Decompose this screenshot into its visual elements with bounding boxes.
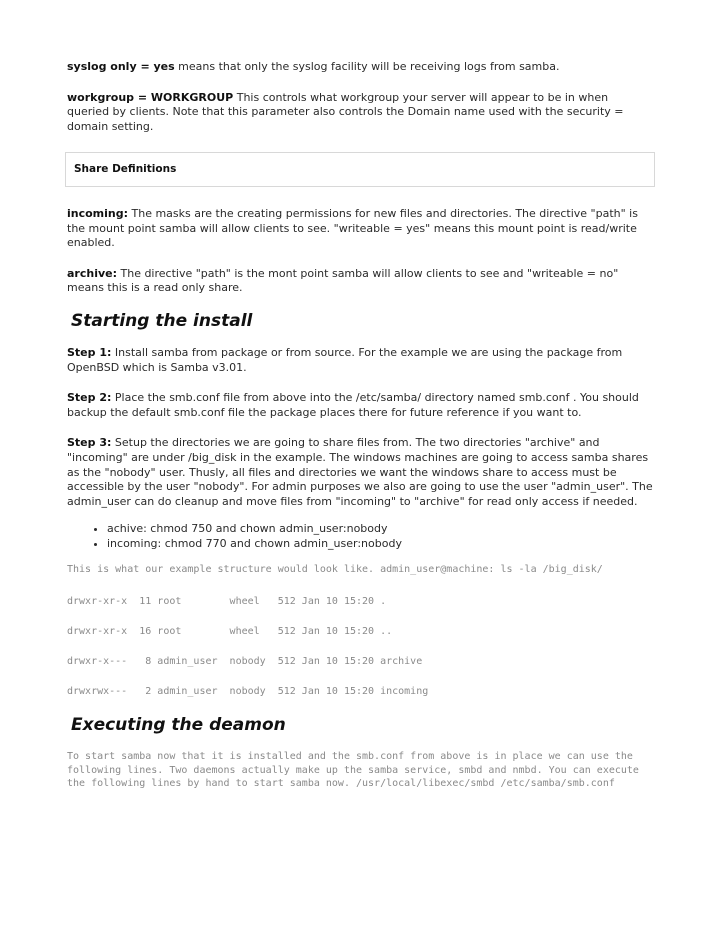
archive-label: archive: [67,266,117,280]
syslog-text: means that only the syslog facility will be receiving logs from samba. [174,60,560,73]
listing-line: drwxrwx--- 2 admin_user nobody 512 Jan 10 15:20 incoming [67,685,429,697]
workgroup-label: workgroup = WORKGROUP [67,90,234,104]
step-2 [67,391,653,420]
permissions-list [67,521,653,551]
listing-line: drwxr-x--- 8 admin_user nobody 512 Jan 10 15:20 archive [67,655,423,667]
step-2-label: Step 2: [67,391,112,405]
incoming-text: The masks are the creating permissions for new files and directories. The directive "path" is the mount point samba will allow clients to see. "writeable = yes" means this mount point is read/write enabled. [67,206,638,250]
incoming-label: incoming: [67,206,129,220]
listing-line: drwxr-xr-x 11 root wheel 512 Jan 10 15:20 . [67,595,387,607]
heading-starting-install: Starting the install [71,310,253,331]
list-item: • achive: chmod 750 and chown admin_user:nobody [107,521,653,536]
share-definitions-box [65,152,655,187]
document-page [67,60,653,791]
syslog-label: syslog only = yes [67,60,175,73]
deamon-instructions: To start samba now that it is installed and the smb.conf from above is in place we can use the following lines. Two daemons actually make up the samba service, smbd and nmbd. You can execute the following lines by hand to start samba now. /usr/local/libexec/smbd /etc/samba/smb.conf [67,751,639,790]
step-1-label: Step 1: [67,345,112,359]
heading-executing-deamon: Executing the deamon [71,715,286,736]
paragraph-archive [67,267,653,296]
structure-intro: This is what our example structure would look like. admin_user@machine: ls -la /big_disk/ [67,564,603,576]
paragraph-syslog [67,60,653,75]
step-1-text: Install samba from package or from source. For the example we are using the package from OpenBSD which is Samba v3.01. [67,345,623,374]
share-definitions-title: Share Definitions [74,163,177,176]
paragraph-workgroup [67,91,653,135]
step-1 [67,346,653,375]
paragraph-incoming [67,207,653,251]
archive-text: The directive "path" is the mont point samba will allow clients to see and "writeable = no" means this is a read only share. [67,266,619,295]
step-2-text: Place the smb.conf file from above into the /etc/samba/ directory named smb.conf . You should backup the default smb.conf file the package places there for future reference if you want to. [67,391,639,419]
step-3-text: Setup the directories we are going to share files from. The two directories "archive" and "incoming" are under /big_disk in the example. The windows machines are going to access samba shares as the "nobody" user. Thusly, all files and directories we want the windows share to access must be accessible by the user "nobody". For admin purposes we also are going to use the user "admin_user". The admin_user can do cleanup and move files from "incoming" to "archive" for read only access if needed. [67,436,653,508]
listing-line: drwxr-xr-x 16 root wheel 512 Jan 10 15:20 .. [67,625,393,637]
step-3-label: Step 3: [67,436,112,450]
list-item: • incoming: chmod 770 and chown admin_user:nobody [107,536,653,551]
workgroup-text: This controls what workgroup your server will appear to be in when queried by clients. Note that this parameter also controls the Domain name used with the security = domain setting. [67,90,624,133]
step-3 [67,436,653,509]
